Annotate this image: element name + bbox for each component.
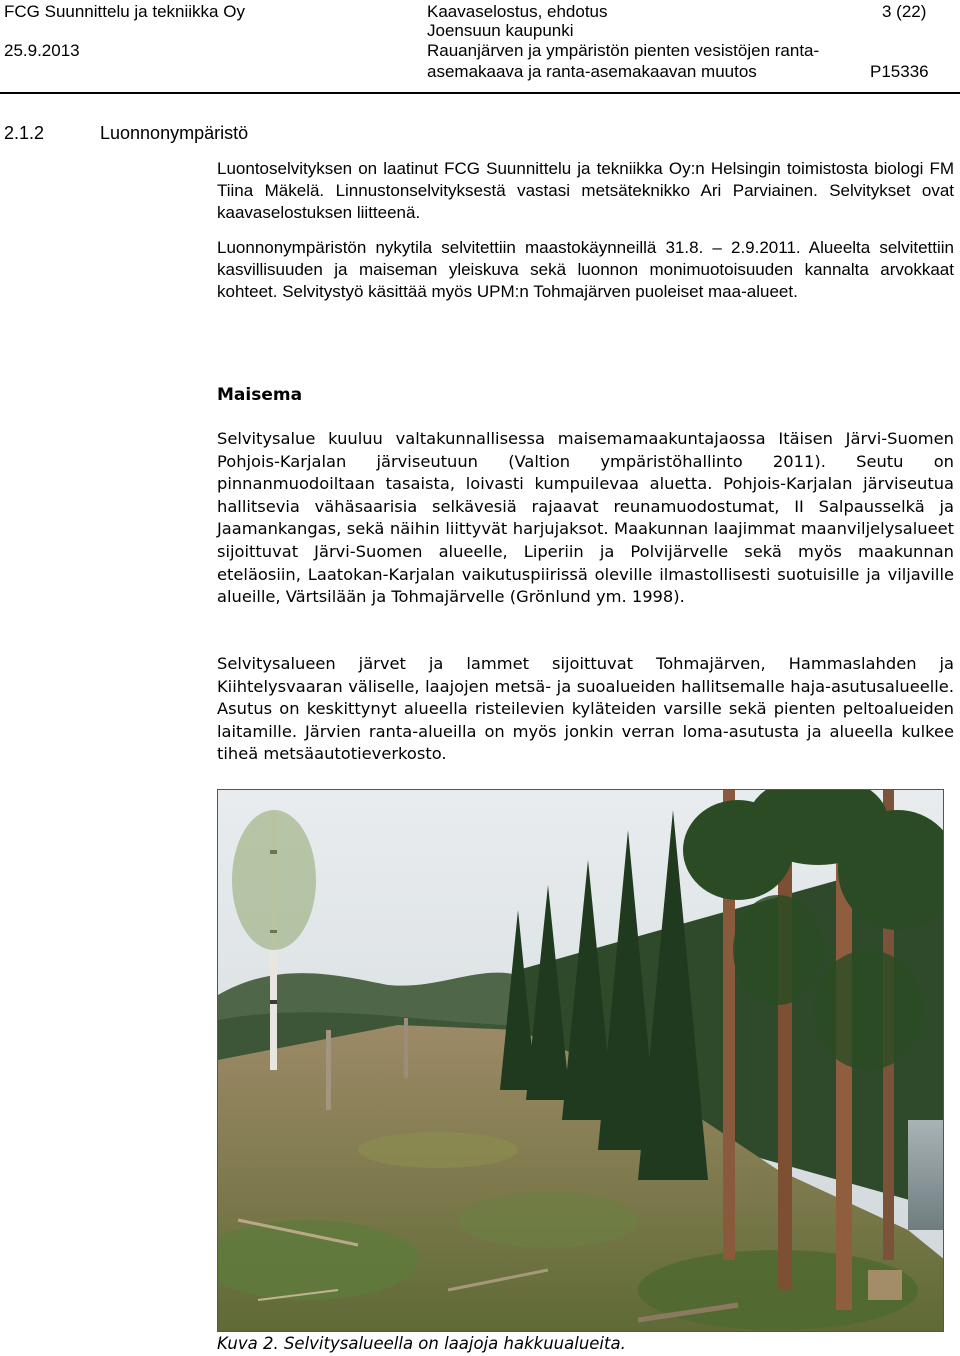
- paragraph-maisema-2: Selvitysalueen järvet ja lammet sijoittuvat Tohmajärven, Hammaslahden ja Kiihtelysvaaran väliselle, laajojen metsä- ja suoalueiden hallitsemalle haja-asutusalueelle. Asutus on keskittynyt alueella risteilevien kyläteiden varsille sekä pienten peltoalueiden laitamille. Järvien ranta-alueilla on myös jonkin verran loma-asutusta ja alueella kulkee tiheä metsäautotieverkosto.: [217, 654, 954, 764]
- paragraph-intro-1: Luontoselvityksen on laatinut FCG Suunnittelu ja tekniikka Oy:n Helsingin toimistosta biologi FM Tiina Mäkelä. Linnustonselvityksestä vastasi metsäteknikko Ari Parviainen. Selvitykset ovat kaavaselostuksen liitteenä.: [217, 159, 954, 222]
- header-company: FCG Suunnittelu ja tekniikka Oy: [4, 2, 245, 21]
- figure-caption: Kuva 2. Selvitysalueella on laajoja hakkuualueita.: [217, 1334, 626, 1353]
- header-project-code: P15336: [870, 62, 929, 81]
- section-title: Luonnonympäristö: [100, 123, 249, 143]
- header-page-number: 3 (22): [882, 2, 927, 21]
- header-doc-type: Kaavaselostus, ehdotus: [427, 2, 608, 21]
- section-number: 2.1.2: [4, 123, 45, 143]
- header-rule: [0, 92, 960, 94]
- header-plan-title-line1: Rauanjärven ja ympäristön pienten vesistöjen ranta-: [427, 41, 820, 60]
- clearcut-forest-photo: [217, 789, 944, 1332]
- header-client: Joensuun kaupunki: [427, 21, 574, 40]
- header-date: 25.9.2013: [4, 41, 80, 60]
- subsection-title: Maisema: [217, 385, 303, 405]
- header-plan-title-line2: asemakaava ja ranta-asemakaavan muutos: [427, 62, 757, 81]
- paragraph-intro-2: Luonnonympäristön nykytila selvitettiin maastokäynneillä 31.8. – 2.9.2011. Alueelta selvitettiin kasvillisuuden ja maiseman yleiskuva sekä luonnon monimuotoisuuden kannalta arvokkaat kohteet. Selvitystyö käsittää myös UPM:n Tohmajärven puoleiset maa-alueet.: [217, 238, 954, 301]
- paragraph-maisema-1: Selvitysalue kuuluu valtakunnallisessa maisemamaakuntajaossa Itäisen Järvi-Suomen Pohjois-Karjalan järviseutuun (Valtion ympäristöhallinto 2011). Seutu on pinnanmuodoiltaan tasaista, loivasti kumpuilevaa aluetta. Pohjois-Karjalan järviseutua hallitsevia vähäsaarisia selkävesiä rajaavat reunamuodostumat, II Salpausselkä ja Jaamankangas, sekä näihin liittyvät harjujaksot. Maakunnan laajimmat maanviljelysalueet sijoittuvat Järvi-Suomen alueelle, Liperiin ja Polvijärvelle sekä myös maakunnan eteläosiin, Laatokan-Karjalan vaikutuspiirissä oleville ilmastollisesti suotuisille ja viljaville alueille, Värtsilään ja Tohmajärvelle (Grönlund ym. 1998).: [217, 429, 954, 607]
